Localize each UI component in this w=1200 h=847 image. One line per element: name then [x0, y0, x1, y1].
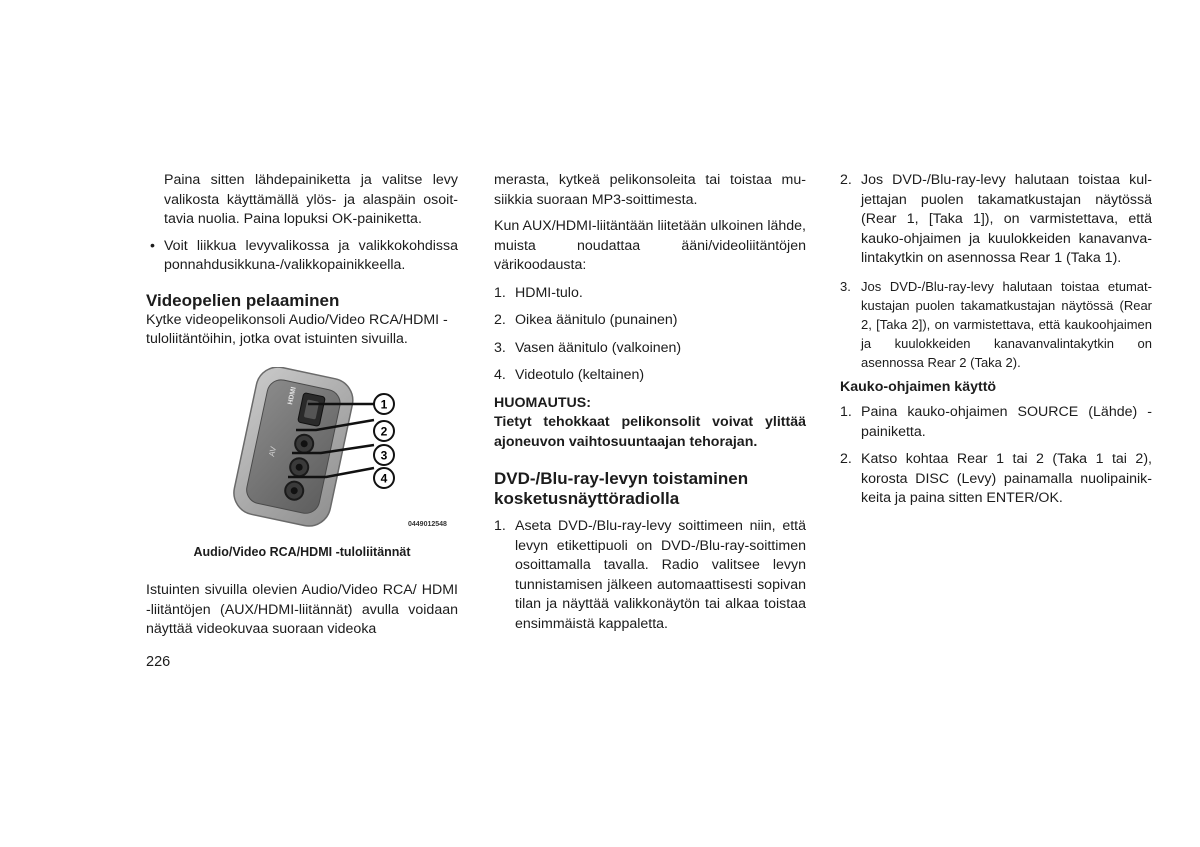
av-input-figure [146, 367, 458, 537]
videogames-paragraph: Kytke videopelikonsoli Audio/Video RCA/HDMI -tuloliitäntöihin, jotka ovat istuinten sivuilla. [146, 311, 448, 347]
list-item [494, 366, 806, 386]
callout-3-label: 3 [380, 448, 388, 462]
figure-code: 0449012548 [408, 520, 447, 528]
dvd-step-3 [840, 277, 1152, 372]
list-item [494, 284, 806, 304]
note-heading: HUOMAUTUS: [494, 394, 591, 411]
callout-1 [374, 394, 394, 414]
remote-step-number: 1. [840, 404, 852, 420]
section-heading-videogames: Videopelien pelaaminen [146, 290, 340, 310]
remote-step-number: 2. [840, 451, 852, 467]
bullet-icon: • [150, 237, 155, 254]
figure-caption: Audio/Video RCA/HDMI -tuloliitännät [193, 544, 411, 559]
list-item-number: 3. [494, 339, 506, 356]
list-item-text: Oikea äänitulo (punainen) [515, 312, 678, 328]
callout-2-label: 2 [380, 424, 388, 438]
callout-1-label: 1 [380, 397, 388, 411]
list-item-number: 1. [494, 284, 506, 301]
dvd-step-text: Jos DVD-/Blu-ray-levy halutaan toistaa kuljettajan puolen takamatkustajan näytössä (Rear 1, [Taka 1]), on varmistettava, että kauko-ohjaimen ja kuulokkeiden kanavanvalintakytkin on asennossa Rear 1 (Taka 1). [861, 172, 1152, 266]
list-item-text: HDMI-tulo. [515, 284, 583, 301]
connector-list [494, 284, 806, 386]
callout-3 [374, 445, 394, 465]
dvd-step-2 [840, 171, 1152, 269]
note-text: Tietyt tehokkaat pelikonsolit voivat ylittää ajoneuvon vaihtosuuntaajan tehorajan. [494, 414, 806, 450]
remote-heading: Kauko-ohjaimen käyttö [840, 378, 997, 395]
hdmi-label: HDMI [287, 385, 298, 405]
section-heading-dvd: DVD-/Blu-ray-levyn toistaminen kosketusnäyttöradiolla [494, 469, 749, 508]
right-column [840, 171, 1152, 509]
dvd-step-number: 2. [840, 172, 852, 188]
av-panel-illustration [146, 367, 458, 537]
list-item [494, 311, 806, 331]
dvd-step-number: 1. [494, 518, 506, 534]
list-item-text: Videotulo (keltainen) [515, 367, 645, 383]
callout-4 [374, 468, 394, 488]
callout-2 [374, 421, 394, 441]
continuation-paragraph: merasta, kytkeä pelikonsoleita tai toistaa musiikkia suoraan MP3-soittimesta. [494, 172, 806, 208]
dvd-step-number: 3. [840, 278, 851, 294]
bullet-item [146, 237, 458, 276]
dvd-step-1 [494, 517, 806, 634]
list-item-text: Vasen äänitulo (valkoinen) [515, 339, 682, 356]
remote-step-2 [840, 450, 1152, 509]
list-item-number: 4. [494, 367, 506, 383]
middle-column [494, 171, 806, 634]
av-label: AV [267, 445, 279, 457]
bullet-text: Voit liikkua levyvalikossa ja valikkokohdissa ponnahdusikkuna-/valikkopainikkeella. [164, 237, 458, 273]
remote-step-text: Paina kauko-ohjaimen SOURCE (Lähde) -painiketta. [861, 404, 1152, 440]
dvd-step-text: Aseta DVD-/Blu-ray-levy soittimeen niin, että levyn etikettipuoli on DVD-/Blu-ray-soittimen osoittamalla tavalla. Radio valitsee levyn tunnistamisen jälkeen automaattisesti sopivan tilan ja näyttää valikkonäytön tai alkaa toistaa ensimmäistä kappaletta. [515, 518, 806, 632]
list-item-number: 2. [494, 312, 506, 328]
left-column [146, 171, 458, 640]
callout-4-label: 4 [380, 471, 388, 485]
list-item [494, 339, 806, 359]
dvd-step-text: Jos DVD-/Blu-ray-levy halutaan toistaa etumatkustajan puolen takamatkustajan näytössä (Rear 2, [Taka 2]), on varmistettava, että kaukoohjaimen ja kuulokkeiden kanavanvalintakytkin on asennossa Rear 2 (Taka 2). [861, 278, 1152, 370]
aux-paragraph: Kun AUX/HDMI-liitäntään liitetään ulkoinen lähde, muista noudattaa ääni/videoliitäntöjen värikoodausta: [494, 218, 806, 273]
page-number: 226 [146, 654, 171, 670]
av-body-paragraph: Istuinten sivuilla olevien Audio/Video RCA/ HDMI -liitäntöjen (AUX/HDMI-liitännät) avulla voidaan näyttää videokuvaa suoraan videoka [146, 582, 458, 637]
intro-paragraph: Paina sitten lähdepainiketta ja valitse levy valikosta käyttämällä ylös- ja alaspäin osoittavia nuolia. Paina lopuksi OK-painiketta. [164, 172, 458, 227]
remote-step-text: Katso kohtaa Rear 1 tai 2 (Taka 1 tai 2), korosta DISC (Levy) painamalla nuolipainikkeita ja paina sitten ENTER/OK. [861, 451, 1152, 506]
remote-step-1 [840, 403, 1152, 442]
